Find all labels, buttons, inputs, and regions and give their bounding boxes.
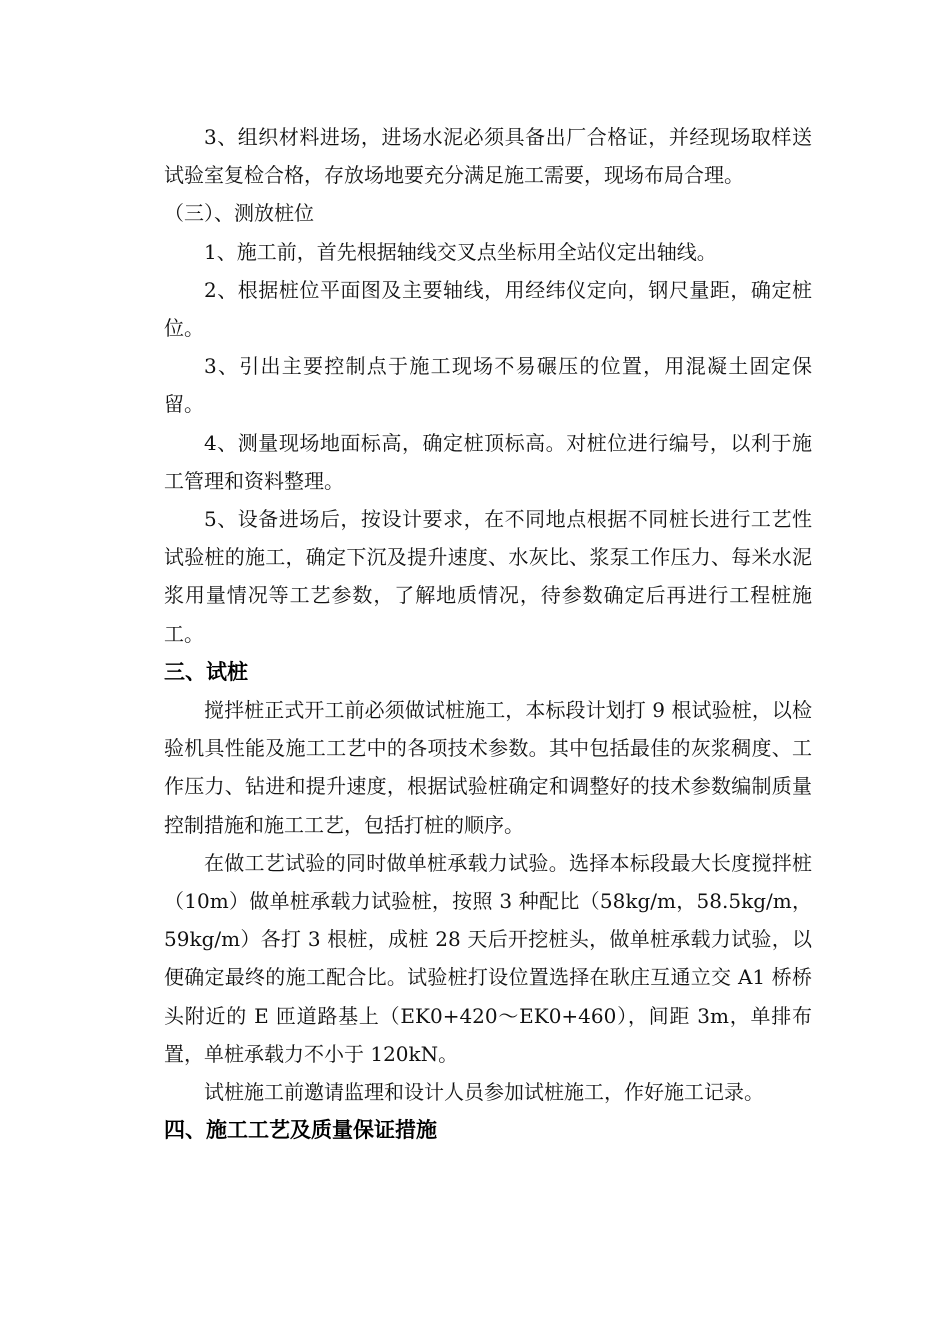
paragraph-test-pile-process: 5、设备进场后，按设计要求，在不同地点根据不同桩长进行工艺性试验桩的施工，确定下沉及提升速度、水灰比、浆泵工作压力、每米水泥浆用量情况等工艺参数，了解地质情况，待参数确定后再进行工程桩施工。 xyxy=(164,507,812,646)
section-heading-test-pile: 三、试桩 xyxy=(164,659,248,684)
subsection-heading-pile-layout: （三）、测放桩位 xyxy=(164,201,314,226)
paragraph-pile-positioning: 2、根据桩位平面图及主要轴线，用经纬仪定向，钢尺量距，确定桩位。 xyxy=(164,277,812,341)
paragraph-test-pile-purpose: 搅拌桩正式开工前必须做试桩施工，本标段计划打 9 根试验桩，以检验机具性能及施工工艺中的各项技术参数。其中包括最佳的灰浆稠度、工作压力、钻进和提升速度，根据试验桩确定和调整好的技术参数编制质量控制措施和施工工艺，包括打桩的顺序。 xyxy=(164,698,812,837)
paragraph-material-entry: 3、组织材料进场，进场水泥必须具备出厂合格证，并经现场取样送试验室复检合格，存放场地要充分满足施工需要，现场布局合理。 xyxy=(164,125,812,188)
paragraph-axis-setting: 1、施工前，首先根据轴线交叉点坐标用全站仪定出轴线。 xyxy=(204,239,717,264)
paragraph-control-points: 3、引出主要控制点于施工现场不易碾压的位置，用混凝土固定保留。 xyxy=(164,354,812,417)
paragraph-elevation-numbering: 4、测量现场地面标高，确定桩顶标高。对桩位进行编号，以利于施工管理和资料整理。 xyxy=(164,430,812,493)
paragraph-supervision-record: 试桩施工前邀请监理和设计人员参加试桩施工，作好施工记录。 xyxy=(204,1080,764,1105)
paragraph-load-test: 在做工艺试验的同时做单桩承载力试验。选择本标段最大长度搅拌桩（10m）做单桩承载力试验桩，按照 3 种配比（58kg/m，58.5kg/m，59kg/m）各打 3 根桩，成桩 28 天后开挖桩头，做单桩承载力试验，以便确定最终的施工配合比。试验桩打设位置选择在耿庄互通立交 A1 桥桥头附近的 E 匝道路基上（EK0+420～EK0+460），间距 3m，单排布置，单桩承载力不小于 120kN。 xyxy=(164,850,812,1066)
section-heading-construction-quality: 四、施工工艺及质量保证措施 xyxy=(164,1118,437,1143)
document-body xyxy=(164,118,812,1149)
